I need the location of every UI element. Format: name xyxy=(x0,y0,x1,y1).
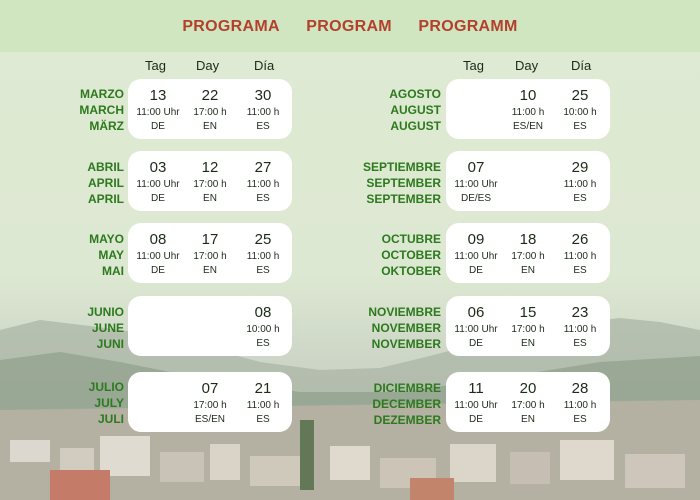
date-cell-day xyxy=(500,151,556,205)
month-es: MARZO xyxy=(80,87,124,101)
title-english: PROGRAM xyxy=(306,18,392,35)
month-de: MÄRZ xyxy=(89,119,124,133)
date-cell-dia: 26 11:00 h ES xyxy=(563,231,597,276)
month-es: DICIEMBRE xyxy=(373,381,441,395)
date-cell-day: 18 17:00 h EN xyxy=(511,231,545,276)
date-cell-day: 10 11:00 h ES/EN xyxy=(511,87,545,132)
month-en: AUGUST xyxy=(390,103,441,117)
month-label-june xyxy=(34,304,124,352)
date-cell-tag: 08 11:00 Uhr DE xyxy=(136,231,180,276)
schedule-card-october xyxy=(446,223,610,283)
date-cell-tag xyxy=(448,79,504,133)
month-de: MAI xyxy=(102,264,124,278)
column-day-right: Day xyxy=(515,58,539,73)
title-german: PROGRAMM xyxy=(418,18,518,35)
month-en: DECEMBER xyxy=(372,397,441,411)
program-titles xyxy=(0,18,700,36)
month-es: AGOSTO xyxy=(389,87,441,101)
month-label-september xyxy=(351,159,441,207)
date-cell-tag: 09 11:00 Uhr DE xyxy=(454,231,498,276)
date-cell-tag xyxy=(130,296,186,350)
schedule-card-march xyxy=(128,79,292,139)
column-tag-left: Tag xyxy=(145,58,166,73)
month-label-july xyxy=(34,379,124,427)
date-cell-day xyxy=(182,296,238,350)
date-cell-tag xyxy=(130,372,186,426)
date-cell-tag: 11 11:00 Uhr DE xyxy=(454,380,498,425)
month-en: JULY xyxy=(94,396,124,410)
month-label-august xyxy=(351,86,441,134)
date-cell-day: 07 17:00 h ES/EN xyxy=(193,380,227,425)
date-cell-tag: 06 11:00 Uhr DE xyxy=(454,304,498,349)
schedule-card-september xyxy=(446,151,610,211)
column-day-left: Day xyxy=(196,58,220,73)
date-cell-dia: 29 11:00 h ES xyxy=(563,159,597,204)
date-cell-dia: 30 11:00 h ES xyxy=(246,87,280,132)
month-es: JULIO xyxy=(88,380,124,394)
date-cell-day: 15 17:00 h EN xyxy=(511,304,545,349)
date-cell-tag: 13 11:00 Uhr DE xyxy=(136,87,180,132)
month-de: OKTOBER xyxy=(381,264,441,278)
month-de: AUGUST xyxy=(390,119,441,133)
month-de: JUNI xyxy=(96,337,124,351)
month-label-december xyxy=(351,380,441,428)
month-label-march xyxy=(34,86,124,134)
month-de: APRIL xyxy=(88,192,124,206)
month-es: ABRIL xyxy=(87,160,124,174)
month-label-november xyxy=(351,304,441,352)
month-label-april xyxy=(34,159,124,207)
month-de: SEPTEMBER xyxy=(366,192,441,206)
column-dia-left: Día xyxy=(254,58,275,73)
month-en: MAY xyxy=(98,248,124,262)
month-es: NOVIEMBRE xyxy=(368,305,441,319)
schedule-card-august xyxy=(446,79,610,139)
month-es: JUNIO xyxy=(87,305,124,319)
date-cell-day: 20 17:00 h EN xyxy=(511,380,545,425)
date-cell-day: 12 17:00 h EN xyxy=(193,159,227,204)
month-en: JUNE xyxy=(91,321,124,335)
schedule-card-may xyxy=(128,223,292,283)
month-es: MAYO xyxy=(89,232,124,246)
month-en: APRIL xyxy=(88,176,124,190)
schedule-card-april xyxy=(128,151,292,211)
month-en: MARCH xyxy=(79,103,124,117)
date-cell-dia: 25 11:00 h ES xyxy=(246,231,280,276)
month-en: SEPTEMBER xyxy=(366,176,441,190)
date-cell-tag: 07 11:00 Uhr DE/ES xyxy=(454,159,498,204)
schedule-card-december xyxy=(446,372,610,432)
month-de: DEZEMBER xyxy=(373,413,441,427)
month-label-october xyxy=(351,231,441,279)
month-label-may xyxy=(34,231,124,279)
date-cell-dia: 23 11:00 h ES xyxy=(563,304,597,349)
date-cell-day: 22 17:00 h EN xyxy=(193,87,227,132)
month-es: SEPTIEMBRE xyxy=(362,160,441,174)
column-tag-right: Tag xyxy=(463,58,484,73)
date-cell-dia: 27 11:00 h ES xyxy=(246,159,280,204)
date-cell-tag: 03 11:00 Uhr DE xyxy=(136,159,180,204)
month-de: JULI xyxy=(97,412,124,426)
date-cell-dia: 08 10:00 h ES xyxy=(246,304,280,349)
date-cell-dia: 25 10:00 h ES xyxy=(563,87,597,132)
month-es: OCTUBRE xyxy=(381,232,441,246)
date-cell-dia: 21 11:00 h ES xyxy=(246,380,280,425)
title-spanish: PROGRAMA xyxy=(182,18,280,35)
month-en: OCTOBER xyxy=(381,248,441,262)
month-en: NOVEMBER xyxy=(371,321,441,335)
date-cell-dia: 28 11:00 h ES xyxy=(563,380,597,425)
column-dia-right: Día xyxy=(571,58,592,73)
month-de: NOVEMBER xyxy=(371,337,441,351)
schedule-card-november xyxy=(446,296,610,356)
date-cell-day: 17 17:00 h EN xyxy=(193,231,227,276)
schedule-card-july xyxy=(128,372,292,432)
schedule-card-june xyxy=(128,296,292,356)
